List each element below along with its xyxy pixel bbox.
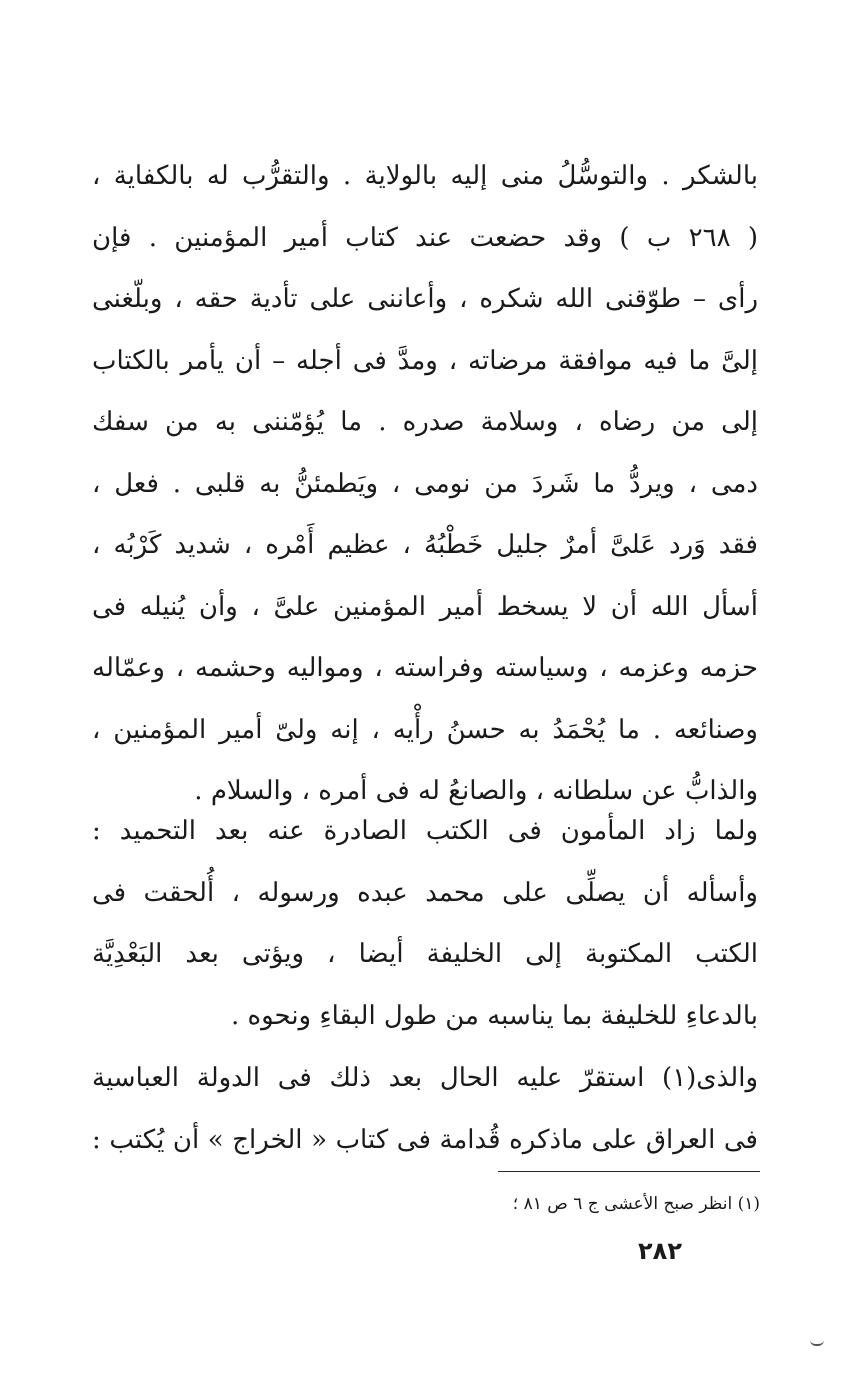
text-line: بالشكر . والتوسُّلُ منى إليه بالولاية . والتقرُّب له بالكفاية ، <box>92 161 758 191</box>
text-line: الكتب المكتوبة إلى الخليفة أيضا ، ويؤتى بعد البَعْدِيَّة <box>92 939 758 969</box>
footnote-divider <box>498 1171 760 1172</box>
text-line: ( ٢٦٨ ب ) وقد حضعت عند كتاب أمير المؤمنين . فإن <box>92 222 758 253</box>
paragraph-letter-text <box>92 146 758 823</box>
text-line: بالدعاءِ للخليفة بما يناسبه من طول البقاءِ ونحوه . <box>230 1000 758 1031</box>
text-line: حزمه وعزمه ، وسياسته وفراسته ، ومواليه وحشمه ، وعمّاله <box>92 653 758 683</box>
text-line: دمى ، ويردُّ ما شَردَ من نومى ، ويَطمئنُّ به قلبى . فعل ، <box>92 468 758 499</box>
text-line: رأى – طوّقنى الله شكره ، وأعاننى على تأدية حقه ، وبلّغنى <box>92 284 758 314</box>
text-line: وأسأله أن يصلِّى على محمد عبده ورسوله ، أُلحقت فى <box>92 877 758 908</box>
text-line: وصنائعه . ما يُحْمَدُ به حسنُ رأْيه ، إنه ولىّ أمير المؤمنين ، <box>92 714 758 745</box>
text-line: والذابُّ عن سلطانه ، والصانعُ له فى أمره ، والسلام . <box>194 776 758 806</box>
footnote: (١) انظر صبح الأعشى ج ٦ ص ٨١ ؛ <box>512 1194 760 1214</box>
text-line: فى العراق على ماذكره قُدامة فى كتاب « الخراج » أن يُكتب : <box>92 1124 758 1155</box>
text-line: إلىَّ ما فيه موافقة مرضاته ، ومدَّ فى أجله – أن يأمر بالكتاب <box>92 345 758 376</box>
paragraph-abbasid-practice <box>92 1048 758 1171</box>
text-line: ولما زاد المأمون فى الكتب الصادرة عنه بعد التحميد : <box>92 816 758 846</box>
scan-corner-mark <box>810 1340 824 1346</box>
text-line: أسأل الله أن لا يسخط أمير المؤمنين علىَّ ، وأن يُنيله فى <box>92 591 758 622</box>
paragraph-mamun-addition <box>92 801 758 1047</box>
text-line: والذى(١) استقرّ عليه الحال بعد ذلك فى الدولة العباسية <box>92 1063 758 1093</box>
page-number: ٢٨٢ <box>638 1237 682 1265</box>
text-line: إلى من رضاه ، وسلامة صدره . ما يُؤمّننى به من سفك <box>92 407 758 437</box>
text-line: فقد وَرد عَلىَّ أمرٌ جليل خَطْبُهُ ، عظيم أَمْره ، شديد كَرْبُه ، <box>92 530 758 560</box>
